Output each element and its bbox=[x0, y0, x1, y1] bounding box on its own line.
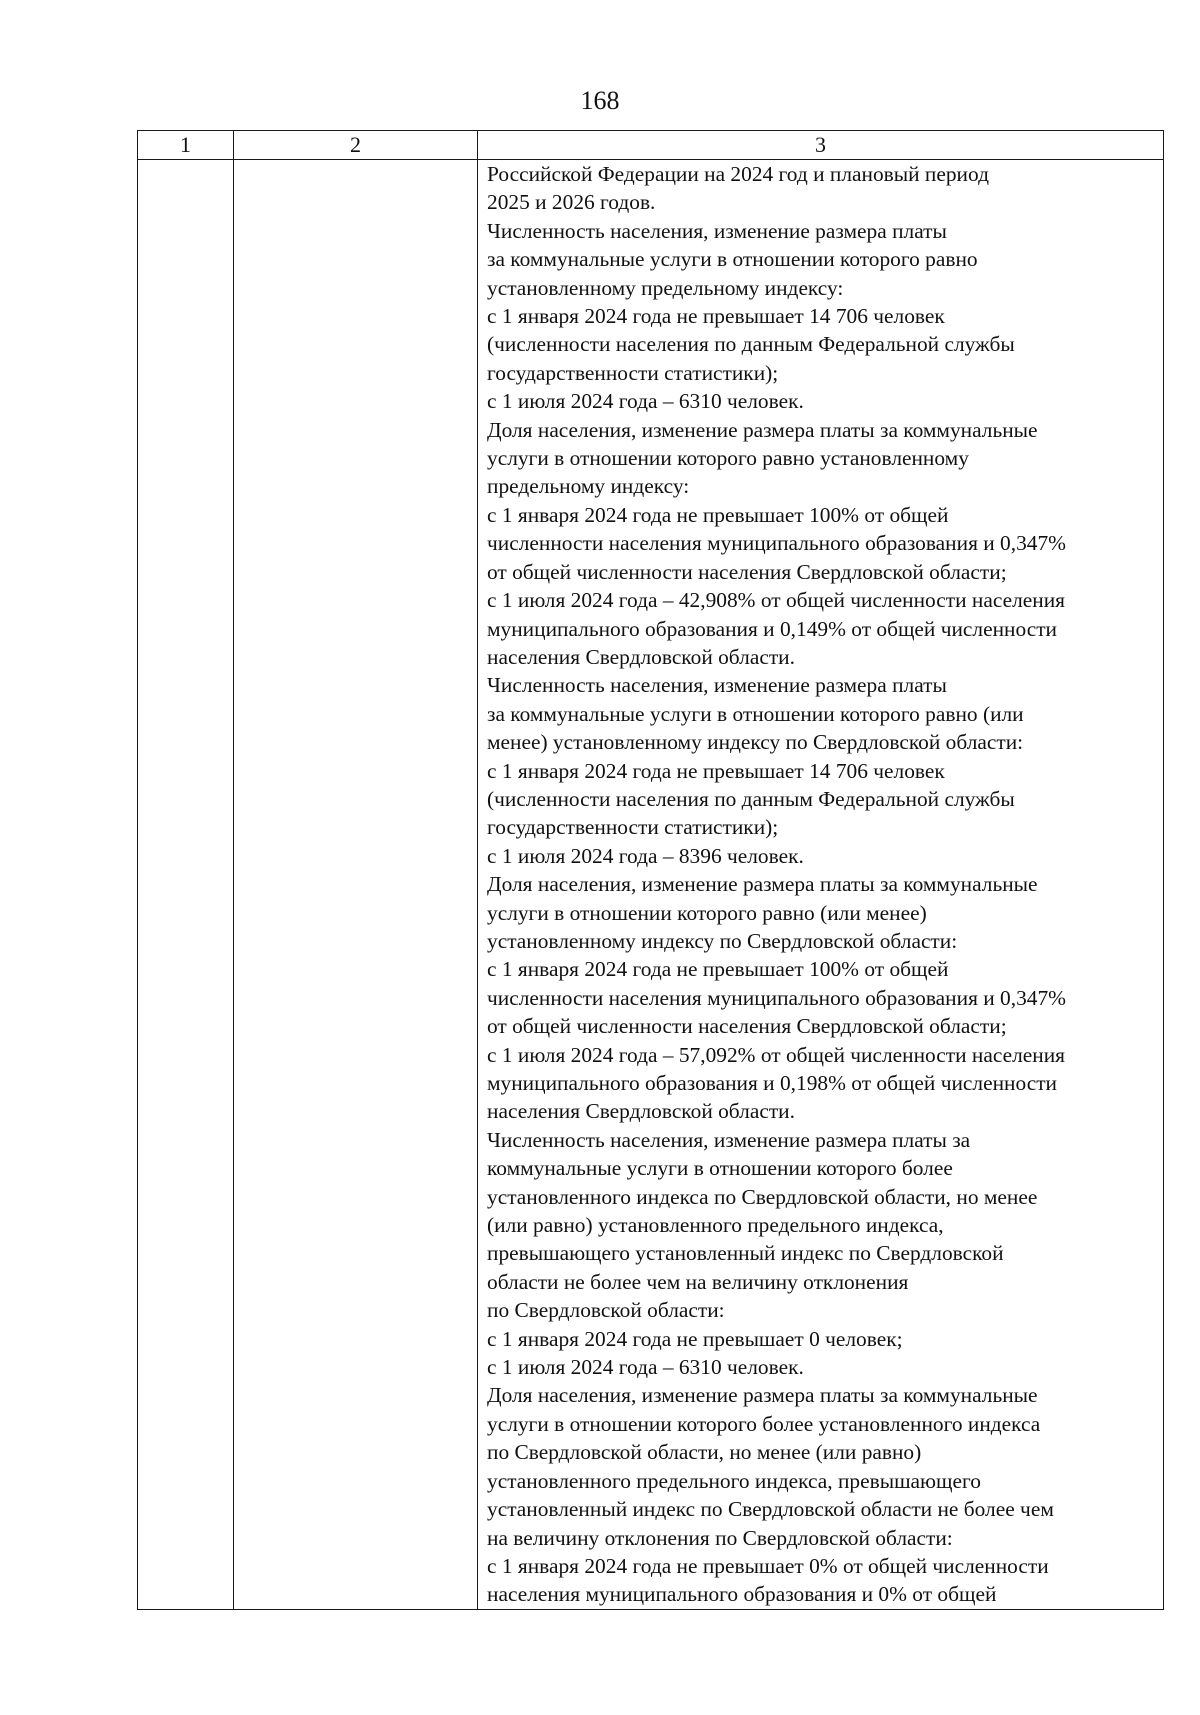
text-line: муниципального образования и 0,198% от общей численности bbox=[487, 1071, 1058, 1095]
text-line: численности населения муниципального образования и 0,347% bbox=[487, 985, 1066, 1010]
text-line: Доля населения, изменение размера платы за коммунальные bbox=[487, 1383, 1038, 1408]
text-line: населения Свердловской области. bbox=[487, 644, 795, 669]
text-line: по Свердловской области, но менее (или равно) bbox=[487, 1440, 922, 1465]
text-line: с 1 июля 2024 года – 6310 человек. bbox=[487, 1355, 804, 1380]
table-row bbox=[138, 160, 1164, 1610]
text-line: (численности населения по данным Федеральной службы bbox=[487, 332, 1015, 357]
header-col-2: 2 bbox=[234, 131, 478, 160]
cell-col-2 bbox=[234, 160, 478, 1610]
text-line: с 1 июля 2024 года – 42,908% от общей численности населения bbox=[487, 588, 1066, 613]
text-line: с 1 января 2024 года не превышает 100% от общей bbox=[487, 502, 949, 527]
text-line: 2025 и 2026 годов. bbox=[487, 190, 656, 215]
text-line: (или равно) установленного предельного индекса, bbox=[487, 1213, 944, 1238]
text-line: от общей численности населения Свердловской области; bbox=[487, 559, 1007, 584]
text-line: Численность населения, изменение размера платы bbox=[487, 673, 947, 698]
text-line: от общей численности населения Свердловской области; bbox=[487, 1014, 1007, 1039]
text-line: Российской Федерации на 2024 год и плановый период bbox=[487, 162, 989, 186]
text-line: области не более чем на величину отклонения bbox=[487, 1269, 909, 1294]
text-line: коммунальные услуги в отношении которого более bbox=[487, 1156, 953, 1181]
text-line: с 1 июля 2024 года – 57,092% от общей численности населения bbox=[487, 1042, 1066, 1067]
column-3-text bbox=[487, 160, 1163, 1609]
text-line: с 1 января 2024 года не превышает 14 706 человек bbox=[487, 758, 945, 783]
text-line: Численность населения, изменение размера платы bbox=[487, 218, 947, 243]
text-line: (численности населения по данным Федеральной службы bbox=[487, 786, 1015, 811]
cell-col-1 bbox=[138, 160, 234, 1610]
text-line: Численность населения, изменение размера платы за bbox=[487, 1127, 971, 1152]
cell-col-3 bbox=[478, 160, 1164, 1610]
page-number: 168 bbox=[580, 86, 620, 115]
text-line: предельному индексу: bbox=[487, 474, 690, 499]
text-line: Доля населения, изменение размера платы за коммунальные bbox=[487, 872, 1038, 897]
text-line: населения муниципального образования и 0% от общей bbox=[487, 1582, 997, 1607]
text-line: установленному индексу по Свердловской области: bbox=[487, 928, 958, 953]
text-line: с 1 июля 2024 года – 8396 человек. bbox=[487, 843, 804, 868]
text-line: государственности статистики); bbox=[487, 360, 779, 385]
text-line: с 1 января 2024 года не превышает 14 706 человек bbox=[487, 304, 945, 329]
text-line: превышающего установленный индекс по Свердловской bbox=[487, 1241, 1004, 1266]
text-line: государственности статистики); bbox=[487, 815, 779, 840]
text-line: установленного предельного индекса, превышающего bbox=[487, 1468, 981, 1493]
text-line: установленному предельному индексу: bbox=[487, 275, 844, 300]
text-line: услуги в отношении которого равно (или менее) bbox=[487, 900, 927, 925]
text-line: населения Свердловской области. bbox=[487, 1099, 795, 1124]
text-line: за коммунальные услуги в отношении которого равно (или bbox=[487, 701, 1024, 726]
text-line: услуги в отношении которого более установленного индекса bbox=[487, 1411, 1041, 1436]
header-col-3: 3 bbox=[478, 131, 1164, 160]
text-line: муниципального образования и 0,149% от общей численности bbox=[487, 616, 1058, 641]
header-col-1: 1 bbox=[138, 131, 234, 160]
text-line: установленного индекса по Свердловской области, но менее bbox=[487, 1184, 1038, 1209]
text-line: установленный индекс по Свердловской области не более чем bbox=[487, 1497, 1054, 1522]
text-line: на величину отклонения по Свердловской области: bbox=[487, 1525, 953, 1550]
text-line: с 1 июля 2024 года – 6310 человек. bbox=[487, 389, 804, 414]
document-table bbox=[137, 130, 1164, 1610]
table-header-row bbox=[138, 131, 1164, 160]
text-line: с 1 января 2024 года не превышает 100% от общей bbox=[487, 957, 949, 982]
text-line: Доля населения, изменение размера платы за коммунальные bbox=[487, 417, 1038, 442]
text-line: с 1 января 2024 года не превышает 0 человек; bbox=[487, 1326, 903, 1351]
text-line: менее) установленному индексу по Свердловской области: bbox=[487, 730, 1024, 755]
text-line: за коммунальные услуги в отношении которого равно bbox=[487, 247, 978, 272]
text-line: с 1 января 2024 года не превышает 0% от общей численности bbox=[487, 1553, 1049, 1578]
text-line: численности населения муниципального образования и 0,347% bbox=[487, 531, 1066, 556]
text-line: по Свердловской области: bbox=[487, 1298, 725, 1323]
text-line: услуги в отношении которого равно установленному bbox=[487, 446, 969, 471]
